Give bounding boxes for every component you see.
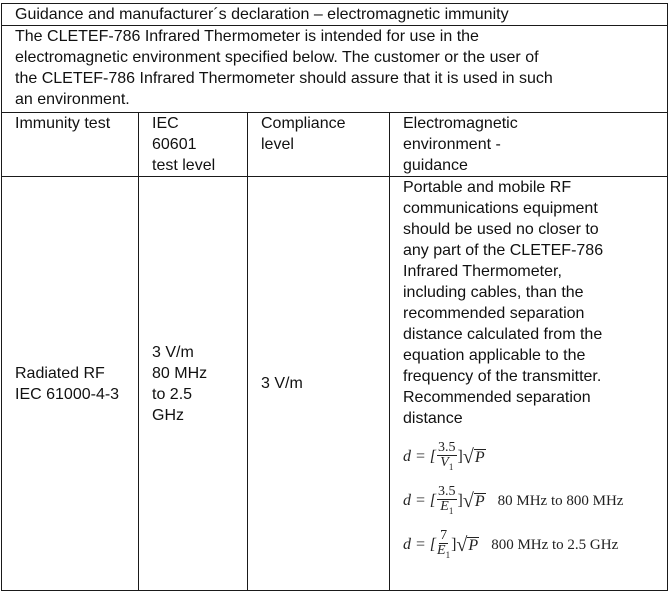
equation: d = [ $\frac{3.5}{V_1}$ ] √ P [403,439,485,472]
separation-distance-equations [403,435,664,567]
header-row [2,113,668,177]
cell-immunity-test: Radiated RF IEC 61000-4-3 [2,177,139,591]
fraction: $\frac{7}{E_1}$ [437,527,451,560]
cell-guidance: Portable and mobile RF communications equipment should be used no closer to any part of the CLETEF-786 Infrared Thermometer, including cables, than the recommended separation distance calculated from the equation applicable to the frequency of the transmitter. Recommended separation distance d = [ $\frac{3.5}{V_1}$ ] √ P d = [ $\frac{3.5}{E_1}$ ] √ P 80 MHz to 800 MHz d = [ $\frac{7}{E_1}$ ] √ P 800 MHz to 2.5 GHz [390,177,668,591]
header-compliance-level: Compliance level [248,113,390,177]
fraction: $\frac{3.5}{E_1}$ [438,483,456,516]
intro-line: The CLETEF-786 Infrared Thermometer is intended for use in the [15,28,479,45]
square-root: √ P [462,446,485,468]
cell-compliance-level: 3 V/m [248,177,390,591]
emc-immunity-table [1,3,668,591]
frequency-range: 80 MHz to 800 MHz [497,493,624,509]
square-root: √ P [456,534,479,556]
table-title: Guidance and manufacturer´s declaration – electromagnetic immunity [2,4,668,26]
equation: d = [ $\frac{3.5}{E_1}$ ] √ P 80 MHz to 800 MHz [403,483,624,516]
header-guidance: Electromagnetic environment - guidance [390,113,668,177]
fraction: $\frac{3.5}{V_1}$ [438,439,456,472]
table-title-row [2,4,668,26]
intro-line: an environment. [15,91,130,108]
header-immunity-test: Immunity test [2,113,139,177]
table-row [2,177,668,591]
intro-line: electromagnetic environment specified below. The customer or the user of [15,49,539,66]
cell-test-level: 3 V/m 80 MHz to 2.5 GHz [139,177,248,591]
header-test-level: IEC 60601 test level [139,113,248,177]
equation: d = [ $\frac{7}{E_1}$ ] √ P 800 MHz to 2.5 GHz [403,527,619,560]
intro-row [2,26,668,113]
frequency-range: 800 MHz to 2.5 GHz [491,537,619,553]
intro-line: the CLETEF-786 Infrared Thermometer should assure that it is used in such [15,70,553,87]
square-root: √ P [462,490,485,512]
intro-text [2,26,668,113]
